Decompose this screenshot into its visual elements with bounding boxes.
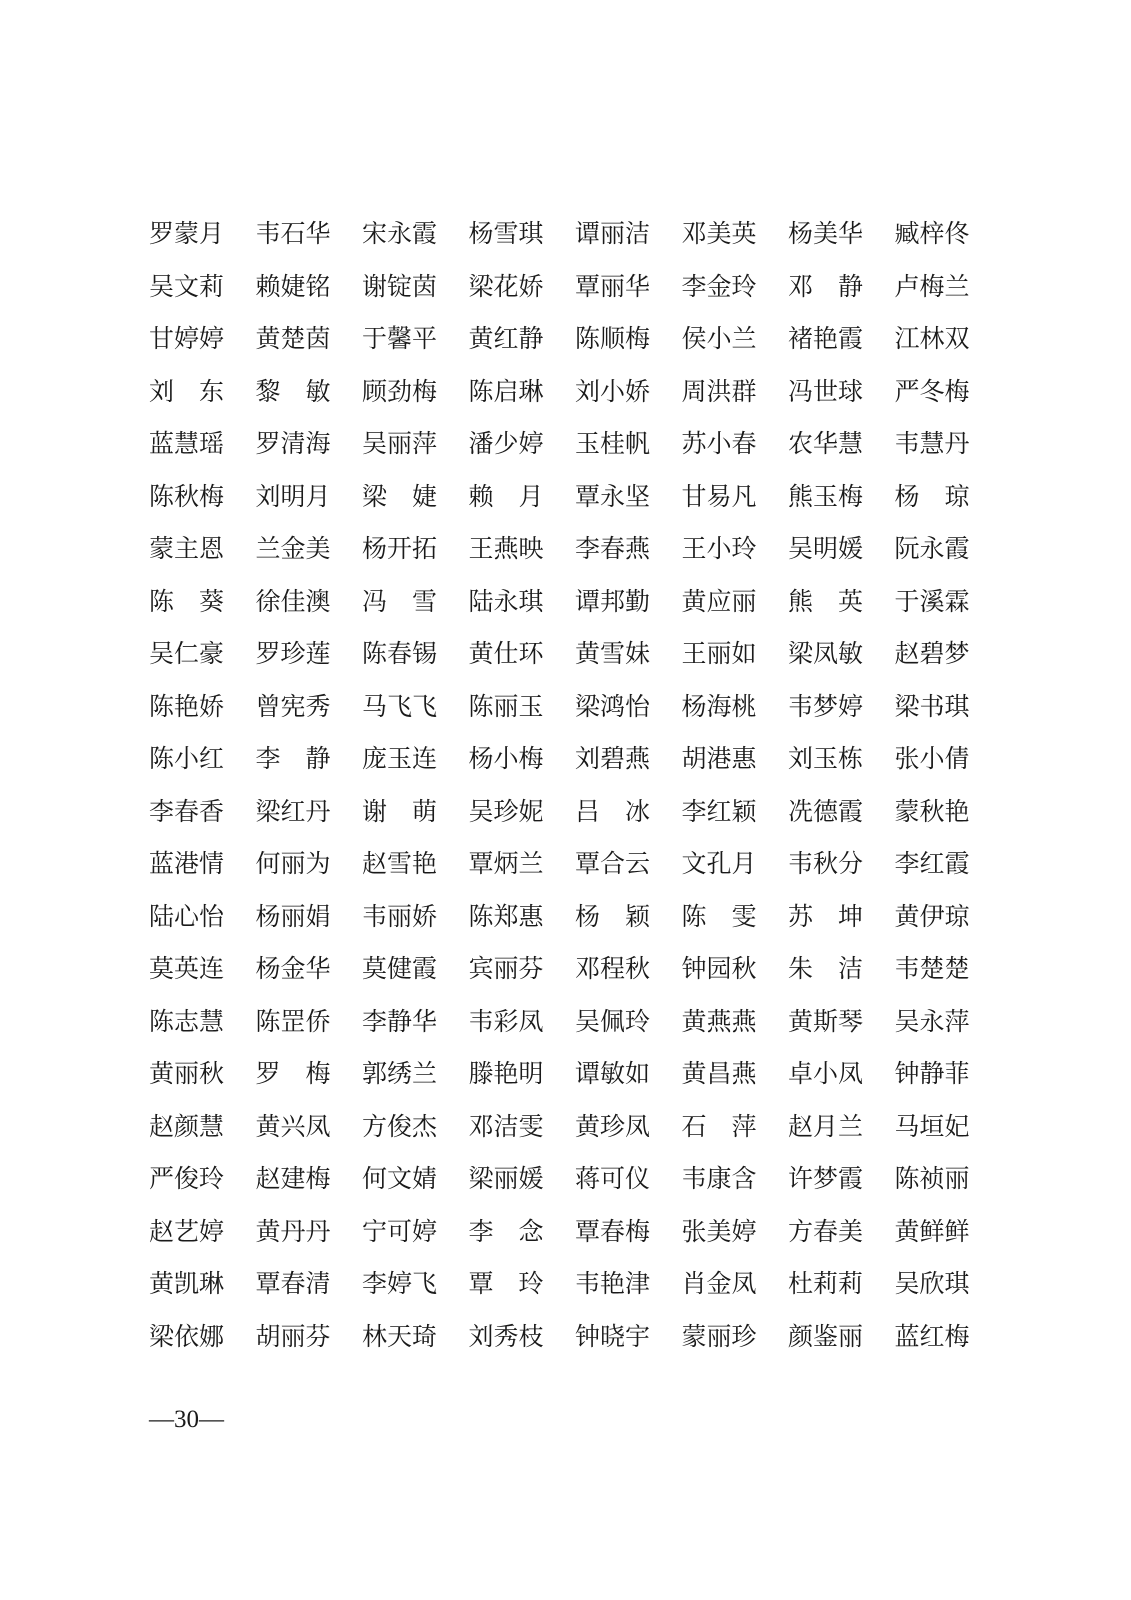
name-entry: 滕艳明 <box>468 1059 544 1089</box>
name-entry: 黄雪妹 <box>575 639 651 669</box>
name-entry: 臧梓佟 <box>894 219 970 249</box>
name-entry: 黄兴凤 <box>255 1111 331 1141</box>
name-entry: 严冬梅 <box>894 376 970 406</box>
name-entry: 赖 月 <box>468 481 544 511</box>
name-entry: 黄红静 <box>468 324 544 354</box>
name-entry: 梁花娇 <box>468 271 544 301</box>
name-entry: 文孔月 <box>681 849 757 879</box>
name-entry: 冯世球 <box>788 376 864 406</box>
name-entry: 赵颜慧 <box>149 1111 225 1141</box>
name-entry: 蓝红梅 <box>894 1321 970 1351</box>
name-entry: 杨丽娟 <box>255 901 331 931</box>
name-entry: 梁依娜 <box>149 1321 225 1351</box>
name-entry: 李 念 <box>468 1216 544 1246</box>
name-entry: 刘小娇 <box>575 376 651 406</box>
name-entry: 赵碧梦 <box>894 639 970 669</box>
name-entry: 许梦霞 <box>788 1164 864 1194</box>
name-entry: 马飞飞 <box>362 691 438 721</box>
name-entry: 陈小红 <box>149 744 225 774</box>
name-entry: 侯小兰 <box>681 324 757 354</box>
name-entry: 江林双 <box>894 324 970 354</box>
name-entry: 杨 琼 <box>894 481 970 511</box>
name-entry: 李静华 <box>362 1006 438 1036</box>
name-entry: 张小倩 <box>894 744 970 774</box>
name-entry: 韦秋分 <box>788 849 864 879</box>
name-entry: 黄丽秋 <box>149 1059 225 1089</box>
name-entry: 熊 英 <box>788 586 864 616</box>
name-entry: 邓程秋 <box>575 954 651 984</box>
name-entry: 冯 雪 <box>362 586 438 616</box>
name-entry: 庞玉连 <box>362 744 438 774</box>
name-entry: 陆永琪 <box>468 586 544 616</box>
name-entry: 覃 玲 <box>468 1269 544 1299</box>
name-entry: 黄珍凤 <box>575 1111 651 1141</box>
name-entry: 陈启琳 <box>468 376 544 406</box>
name-entry: 冼德霞 <box>788 796 864 826</box>
name-entry: 梁丽媛 <box>468 1164 544 1194</box>
name-entry: 罗珍莲 <box>255 639 331 669</box>
name-entry: 梁鸿怡 <box>575 691 651 721</box>
name-entry: 赵艺婷 <box>149 1216 225 1246</box>
name-entry: 邓 静 <box>788 271 864 301</box>
name-entry: 邓洁雯 <box>468 1111 544 1141</box>
name-entry: 黎 敏 <box>255 376 331 406</box>
name-entry: 赵建梅 <box>255 1164 331 1194</box>
name-entry: 韦石华 <box>255 219 331 249</box>
name-entry: 颜鉴丽 <box>788 1321 864 1351</box>
name-entry: 李婷飞 <box>362 1269 438 1299</box>
name-entry: 陈志慧 <box>149 1006 225 1036</box>
name-entry: 韦丽娇 <box>362 901 438 931</box>
name-entry: 杨小梅 <box>468 744 544 774</box>
name-entry: 宋永霞 <box>362 219 438 249</box>
name-entry: 黄昌燕 <box>681 1059 757 1089</box>
name-entry: 吴文莉 <box>149 271 225 301</box>
name-entry: 李红颖 <box>681 796 757 826</box>
name-entry: 陈丽玉 <box>468 691 544 721</box>
name-entry: 陈罡侨 <box>255 1006 331 1036</box>
name-entry: 谢锭茵 <box>362 271 438 301</box>
name-entry: 蓝港情 <box>149 849 225 879</box>
names-list <box>149 208 979 1363</box>
name-entry: 杨雪琪 <box>468 219 544 249</box>
name-entry: 钟静菲 <box>894 1059 970 1089</box>
name-entry: 于馨平 <box>362 324 438 354</box>
name-entry: 农华慧 <box>788 429 864 459</box>
name-entry: 吴佩玲 <box>575 1006 651 1036</box>
name-entry: 李春燕 <box>575 534 651 564</box>
name-entry: 陈 葵 <box>149 586 225 616</box>
name-entry: 黄伊琼 <box>894 901 970 931</box>
name-entry: 赖婕铭 <box>255 271 331 301</box>
name-entry: 杨海桃 <box>681 691 757 721</box>
name-entry: 朱 洁 <box>788 954 864 984</box>
name-entry: 张美婷 <box>681 1216 757 1246</box>
name-entry: 胡港惠 <box>681 744 757 774</box>
name-entry: 谢 萌 <box>362 796 438 826</box>
name-entry: 黄凯琳 <box>149 1269 225 1299</box>
name-entry: 梁凤敏 <box>788 639 864 669</box>
name-entry: 王丽如 <box>681 639 757 669</box>
name-entry: 覃炳兰 <box>468 849 544 879</box>
name-entry: 吴珍妮 <box>468 796 544 826</box>
name-entry: 于溪霖 <box>894 586 970 616</box>
name-entry: 韦康含 <box>681 1164 757 1194</box>
name-entry: 韦梦婷 <box>788 691 864 721</box>
name-entry: 王小玲 <box>681 534 757 564</box>
name-entry: 周洪群 <box>681 376 757 406</box>
name-entry: 方春美 <box>788 1216 864 1246</box>
name-entry: 黄燕燕 <box>681 1006 757 1036</box>
name-entry: 罗 梅 <box>255 1059 331 1089</box>
name-entry: 覃永坚 <box>575 481 651 511</box>
name-entry: 杜莉莉 <box>788 1269 864 1299</box>
name-entry: 谭丽洁 <box>575 219 651 249</box>
name-entry: 李 静 <box>255 744 331 774</box>
page-number: —30— <box>149 1406 224 1433</box>
name-entry: 蒙主恩 <box>149 534 225 564</box>
name-entry: 杨美华 <box>788 219 864 249</box>
name-entry: 谭邦勤 <box>575 586 651 616</box>
name-entry: 顾劲梅 <box>362 376 438 406</box>
name-entry: 韦艳津 <box>575 1269 651 1299</box>
name-entry: 陈艳娇 <box>149 691 225 721</box>
name-entry: 宁可婷 <box>362 1216 438 1246</box>
name-entry: 黄丹丹 <box>255 1216 331 1246</box>
name-entry: 卓小凤 <box>788 1059 864 1089</box>
name-entry: 蓝慧瑶 <box>149 429 225 459</box>
name-entry: 罗清海 <box>255 429 331 459</box>
name-entry: 马垣妃 <box>894 1111 970 1141</box>
name-entry: 肖金凤 <box>681 1269 757 1299</box>
name-entry: 阮永霞 <box>894 534 970 564</box>
name-entry: 韦彩凤 <box>468 1006 544 1036</box>
name-entry: 甘婷婷 <box>149 324 225 354</box>
name-entry: 郭绣兰 <box>362 1059 438 1089</box>
name-entry: 吴明媛 <box>788 534 864 564</box>
name-entry: 陈春锡 <box>362 639 438 669</box>
name-entry: 黄楚茵 <box>255 324 331 354</box>
name-entry: 何丽为 <box>255 849 331 879</box>
name-entry: 吴丽萍 <box>362 429 438 459</box>
name-entry: 李金玲 <box>681 271 757 301</box>
name-entry: 苏 坤 <box>788 901 864 931</box>
name-entry: 陈 雯 <box>681 901 757 931</box>
name-entry: 谭敏如 <box>575 1059 651 1089</box>
name-entry: 黄斯琴 <box>788 1006 864 1036</box>
name-entry: 赵雪艳 <box>362 849 438 879</box>
name-entry: 杨 颖 <box>575 901 651 931</box>
name-entry: 刘秀枝 <box>468 1321 544 1351</box>
name-entry: 覃丽华 <box>575 271 651 301</box>
name-entry: 陆心怡 <box>149 901 225 931</box>
name-entry: 莫健霞 <box>362 954 438 984</box>
name-entry: 杨金华 <box>255 954 331 984</box>
name-entry: 徐佳澳 <box>255 586 331 616</box>
name-entry: 褚艳霞 <box>788 324 864 354</box>
name-entry: 覃合云 <box>575 849 651 879</box>
name-entry: 罗蒙月 <box>149 219 225 249</box>
name-entry: 兰金美 <box>255 534 331 564</box>
name-entry: 吴欣琪 <box>894 1269 970 1299</box>
name-entry: 卢梅兰 <box>894 271 970 301</box>
name-entry: 王燕映 <box>468 534 544 564</box>
name-entry: 苏小春 <box>681 429 757 459</box>
name-entry: 韦慧丹 <box>894 429 970 459</box>
name-entry: 玉桂帆 <box>575 429 651 459</box>
name-entry: 蒙丽珍 <box>681 1321 757 1351</box>
name-entry: 蒙秋艳 <box>894 796 970 826</box>
name-entry: 李春香 <box>149 796 225 826</box>
name-entry: 梁 婕 <box>362 481 438 511</box>
name-entry: 陈祯丽 <box>894 1164 970 1194</box>
name-entry: 熊玉梅 <box>788 481 864 511</box>
name-entry: 刘明月 <box>255 481 331 511</box>
name-entry: 吴永萍 <box>894 1006 970 1036</box>
name-entry: 覃春梅 <box>575 1216 651 1246</box>
name-entry: 刘玉栋 <box>788 744 864 774</box>
name-entry: 钟园秋 <box>681 954 757 984</box>
name-entry: 林天琦 <box>362 1321 438 1351</box>
name-entry: 覃春清 <box>255 1269 331 1299</box>
name-entry: 刘碧燕 <box>575 744 651 774</box>
name-entry: 陈秋梅 <box>149 481 225 511</box>
name-entry: 宾丽芬 <box>468 954 544 984</box>
name-entry: 刘 东 <box>149 376 225 406</box>
name-entry: 潘少婷 <box>468 429 544 459</box>
name-entry: 钟晓宇 <box>575 1321 651 1351</box>
name-entry: 吴仁豪 <box>149 639 225 669</box>
name-entry: 莫英连 <box>149 954 225 984</box>
name-entry: 梁红丹 <box>255 796 331 826</box>
name-entry: 梁书琪 <box>894 691 970 721</box>
name-entry: 杨开拓 <box>362 534 438 564</box>
name-entry: 甘易凡 <box>681 481 757 511</box>
name-entry: 吕 冰 <box>575 796 651 826</box>
name-entry: 严俊玲 <box>149 1164 225 1194</box>
name-entry: 赵月兰 <box>788 1111 864 1141</box>
name-entry: 蒋可仪 <box>575 1164 651 1194</box>
name-entry: 陈顺梅 <box>575 324 651 354</box>
name-entry: 邓美英 <box>681 219 757 249</box>
name-entry: 李红霞 <box>894 849 970 879</box>
name-entry: 陈郑惠 <box>468 901 544 931</box>
name-entry: 曾宪秀 <box>255 691 331 721</box>
name-entry: 胡丽芬 <box>255 1321 331 1351</box>
name-entry: 黄仕环 <box>468 639 544 669</box>
name-entry: 石 萍 <box>681 1111 757 1141</box>
name-entry: 韦楚楚 <box>894 954 970 984</box>
name-entry: 黄鲜鲜 <box>894 1216 970 1246</box>
name-entry: 何文婧 <box>362 1164 438 1194</box>
name-entry: 方俊杰 <box>362 1111 438 1141</box>
name-entry: 黄应丽 <box>681 586 757 616</box>
